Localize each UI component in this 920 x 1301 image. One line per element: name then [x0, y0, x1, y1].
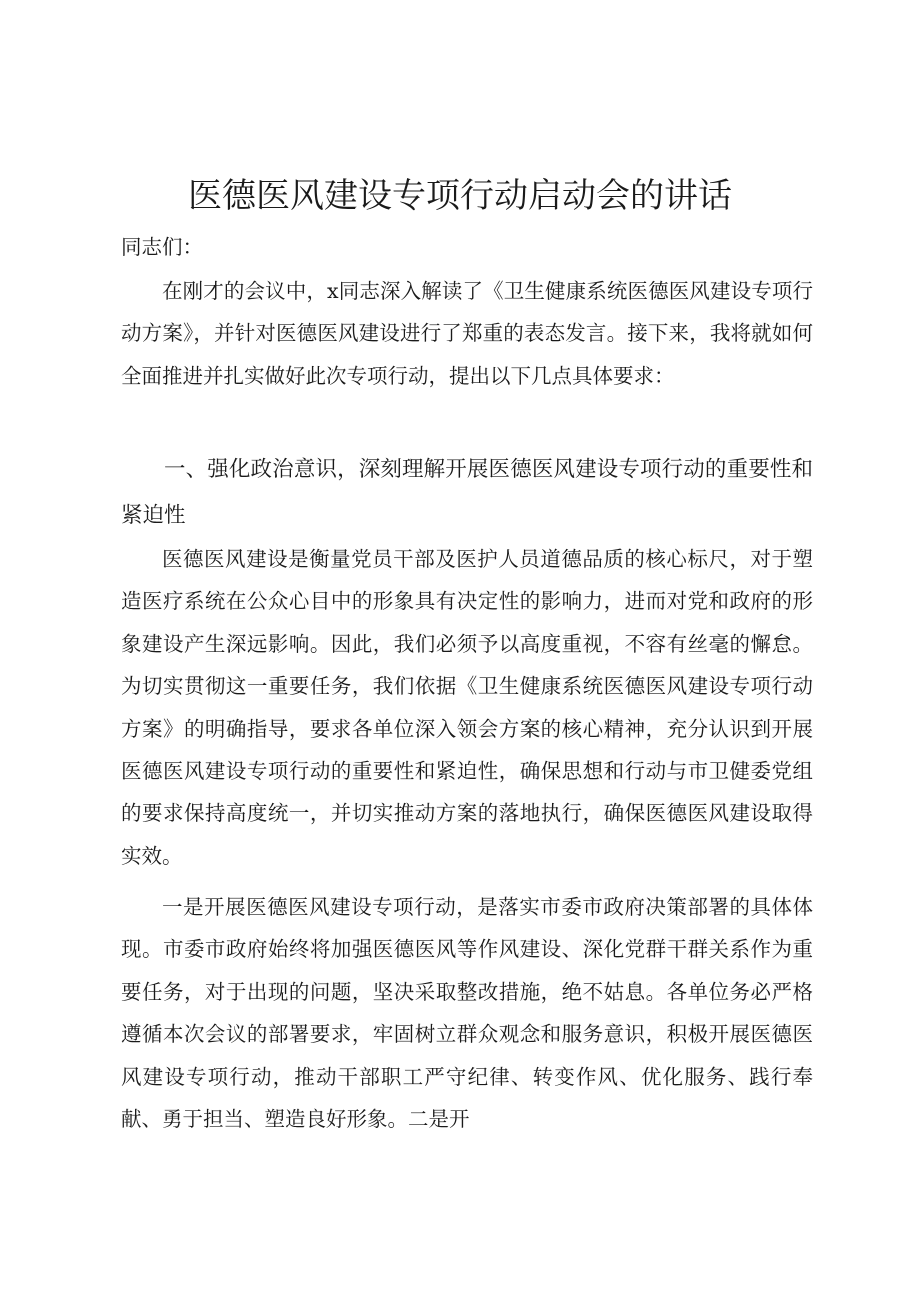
section-1-paragraph-1: 医德医风建设是衡量党员干部及医护人员道德品质的核心标尺，对于塑造医疗系统在公众心目中的形象具有决定性的影响力，进而对党和政府的形象建设产生深远影响。因此，我们必须予以高度重视，不容有丝毫的懈怠。为切实贯彻这一重要任务，我们依据《卫生健康系统医德医风建设专项行动方案》的明确指导，要求各单位深入领会方案的核心精神，充分认识到开展医德医风建设专项行动的重要性和紧迫性，确保思想和行动与市卫健委党组的要求保持高度统一，并切实推动方案的落地执行，确保医德医风建设取得实效。	[121, 547, 813, 868]
greeting: 同志们：	[121, 235, 203, 259]
intro-paragraph: 在刚才的会议中，x同志深入解读了《卫生健康系统医德医风建设专项行动方案》，并针对医德医风建设进行了郑重的表态发言。接下来，我将就如何全面推进并扎实做好此次专项行动，提出以下几点具体要求：	[121, 279, 813, 388]
section-1-heading: 一、强化政治意识，深刻理解开展医德医风建设专项行动的重要性和紧迫性	[121, 457, 813, 528]
section-1-paragraph-2: 一是开展医德医风建设专项行动，是落实市委市政府决策部署的具体体现。市委市政府始终将加强医德医风等作风建设、深化党群干群关系作为重要任务，对于出现的问题，坚决采取整改措施，绝不姑息。各单位务必严格遵循本次会议的部署要求，牢固树立群众观念和服务意识，积极开展医德医风建设专项行动，推动干部职工严守纪律、转变作风、优化服务、践行奉献、勇于担当、塑造良好形象。二是开	[121, 895, 813, 1132]
document-title: 医德医风建设专项行动启动会的讲话	[188, 176, 732, 216]
